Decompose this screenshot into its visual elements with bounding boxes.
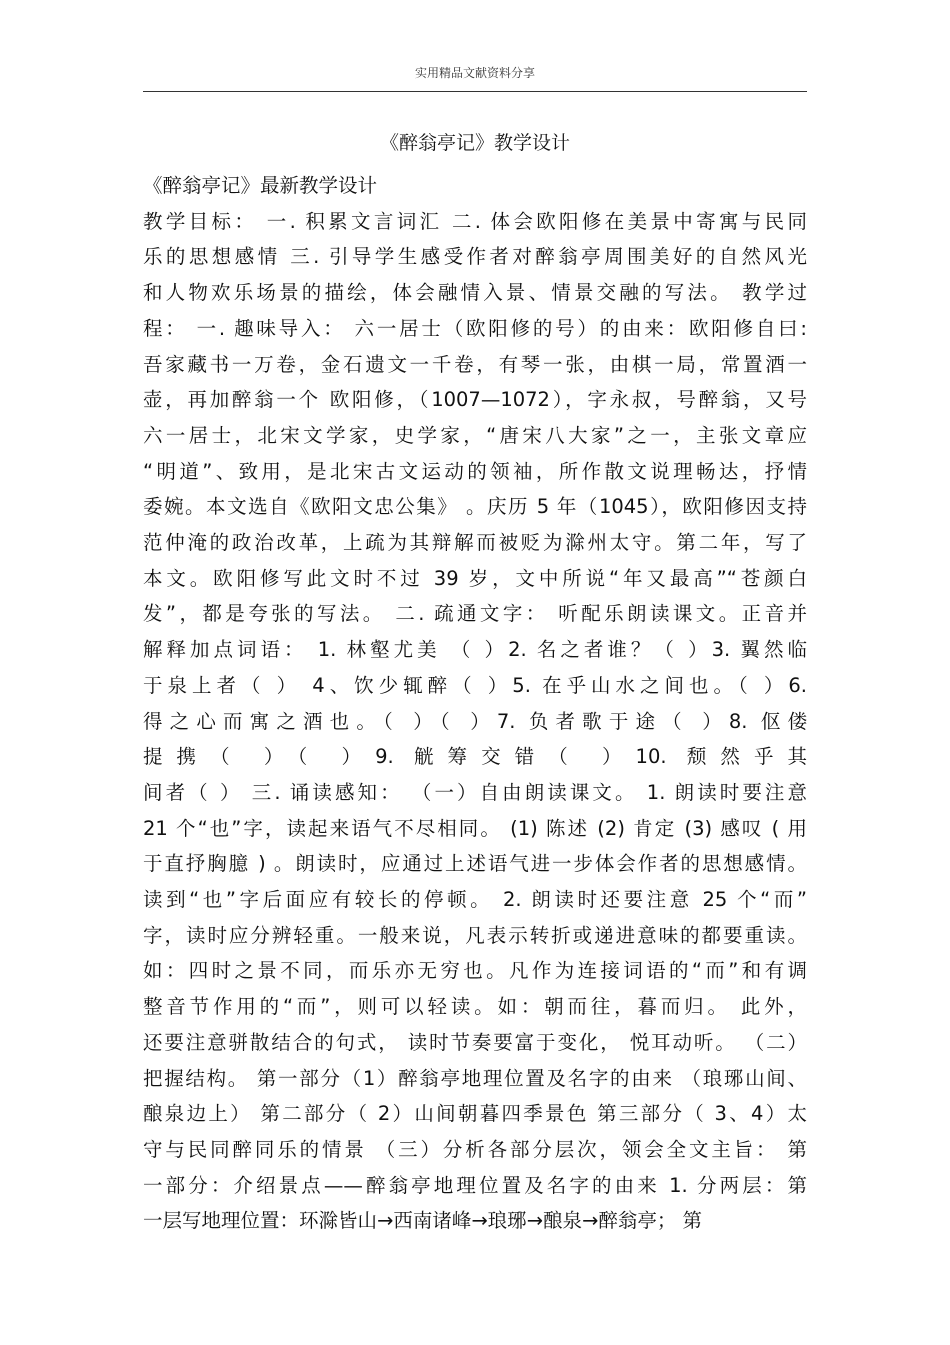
text-line: 于泉上者（ ） 4、饮少辄醉（ ）5. 在乎山水之间也。（ ）6. [143,673,807,697]
text-line: 读到“也”字后面应有较长的停顿。 2. 朗读时还要注意 25 个“而” [143,888,807,911]
text-line: 一部分：介绍景点——醉翁亭地理位置及名字的由来 1. 分两层：第 [143,1173,807,1197]
text-line: 解释加点词语： 1. 林壑尤美 （ ）2. 名之者谁？（ ）3. 翼然临 [143,638,807,662]
page-header: 实用精品文献资料分享 [414,66,535,80]
text-line: 提携（ ）（ ）9. 觥筹交错（ ）10. 颓然乎其 [143,745,807,769]
text-line: 吾家藏书一万卷，金石遗文一千卷，有琴一张，由棋一局，常置酒一 [143,352,807,376]
text-line: 间者（ ） 三. 诵读感知： （一）自由朗读课文。 1. 朗读时要注意 [143,780,807,804]
text-line: 21 个“也”字，读起来语气不尽相同。 (1) 陈述 (2) 肯定 (3) 感叹 ( 用 [143,816,807,840]
text-line: “明道”、致用，是北宋古文运动的领袖，所作散文说理畅达，抒情 [143,459,807,483]
text-line: 本文。欧阳修写此文时不过 39 岁，文中所说“年又最高”“苍颜白 [143,566,807,590]
text-line: 如：四时之景不同，而乐亦无穷也。凡作为连接词语的“而”和有调 [143,959,807,983]
text-line: 和人物欢乐场景的描绘，体会融情入景、情景交融的写法。 教学过 [143,281,807,305]
text-line: 范仲淹的政治改革，上疏为其辩解而被贬为滁州太守。第二年，写了 [143,531,807,554]
text-line: 壶，再加醉翁一个 欧阳修，（1007—1072），字永叔，号醉翁，又号 [143,388,807,412]
text-line: 《醉翁亭记》最新教学设计 [143,174,378,197]
text-line: 六一居士，北宋文学家，史学家，“唐宋八大家”之一，主张文章应 [143,423,807,447]
text-line: 于直抒胸臆 ) 。朗读时，应通过上述语气进一步体会作者的思想感情。 [143,852,807,876]
text-line: 还要注意骈散结合的句式， 读时节奏要富于变化， 悦耳动听。 （二） [143,1030,807,1054]
text-line: 字，读时应分辨轻重。一般来说，凡表示转折或递进意味的都要重读。 [143,923,807,947]
text-line: 教学目标： 一. 积累文言词汇 二. 体会欧阳修在美景中寄寓与民同 [143,209,807,233]
text-line: 得之心而寓之酒也。（ ）（ ）7. 负者歌于途（ ）8. 伛偻 [143,709,807,733]
text-line: 乐的思想感情 三. 引导学生感受作者对醉翁亭周围美好的自然风光 [143,245,807,269]
header-divider [143,91,807,92]
text-line: 发”，都是夸张的写法。 二. 疏通文字： 听配乐朗读课文。正音并 [143,602,807,626]
document-title: 《醉翁亭记》教学设计 [379,132,570,154]
text-line: 一层写地理位置：环滁皆山→西南诸峰→琅琊→酿泉→醉翁亭； 第 [143,1209,703,1233]
text-line: 把握结构。 第一部分（1）醉翁亭地理位置及名字的由来 （琅琊山间、 [143,1066,807,1090]
text-line: 守与民同醉同乐的情景 （三）分析各部分层次，领会全文主旨： 第 [143,1137,807,1161]
text-line: 委婉。本文选自《欧阳文忠公集》 。庆历 5 年（1045），欧阳修因支持 [143,495,807,519]
text-line: 酿泉边上） 第二部分（ 2）山间朝暮四季景色 第三部分（ 3、4）太 [143,1102,807,1126]
text-line: 程： 一. 趣味导入： 六一居士（欧阳修的号）的由来：欧阳修自曰: [143,316,807,340]
text-line: 整音节作用的“而”，则可以轻读。如：朝而往，暮而归。 此外， [143,995,807,1019]
